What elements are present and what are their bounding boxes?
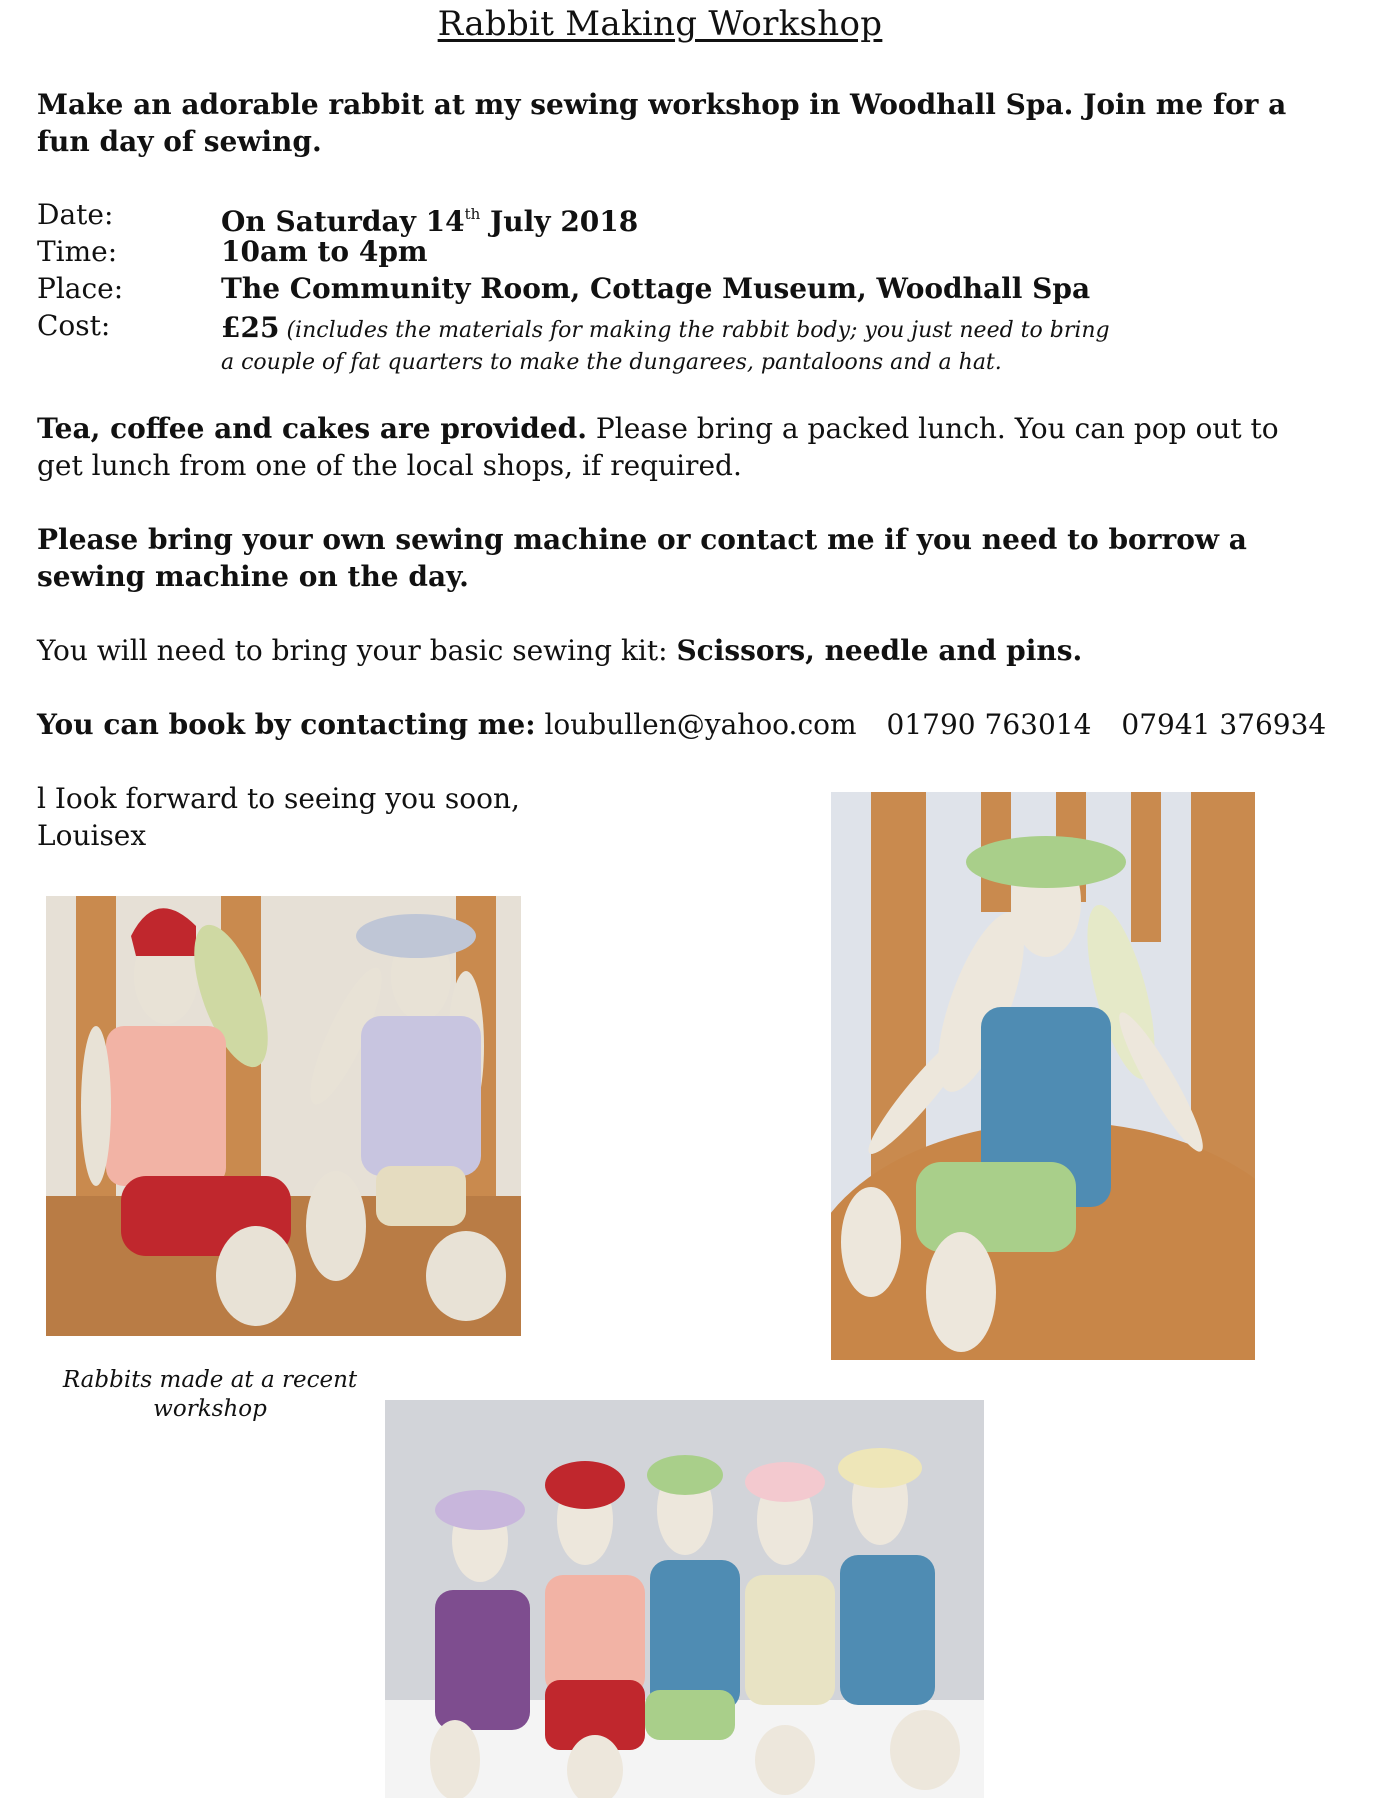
photo-two-rabbits-image <box>46 896 521 1336</box>
place-label: Place: <box>37 272 124 305</box>
time-label: Time: <box>37 235 118 268</box>
cost-value: £25 <box>221 311 280 344</box>
photo-single-rabbit-image <box>831 792 1255 1360</box>
date-month-year: July 2018 <box>480 205 639 238</box>
cost-block <box>221 312 1121 379</box>
time-value: 10am to 4pm <box>221 235 428 268</box>
booking-text <box>37 706 1367 743</box>
signoff-line-2: Louisex <box>37 819 147 852</box>
date-ordinal: th <box>464 205 481 223</box>
booking-phone-1[interactable]: 01790 763014 <box>886 708 1092 741</box>
cost-label: Cost: <box>37 309 111 342</box>
photo-five-rabbits-image <box>385 1400 984 1798</box>
photo-caption: Rabbits made at a recent workshop <box>62 1367 358 1422</box>
date-day: On Saturday 14 <box>221 205 465 238</box>
photo-single-rabbit <box>831 792 1255 1360</box>
booking-email[interactable]: loubullen@yahoo.com <box>544 708 857 741</box>
signoff-line-1: l Iook forward to seeing you soon, <box>37 782 520 815</box>
kit-prefix: You will need to bring your basic sewing kit: <box>37 634 677 667</box>
photo-two-rabbits <box>46 896 521 1336</box>
refreshments-bold: Tea, coffee and cakes are provided. <box>37 412 587 445</box>
kit-text <box>37 632 1297 669</box>
photo-five-rabbits <box>385 1400 984 1798</box>
refreshments-rest: Please bring a packed lunch. You can pop out to get lunch from one of the local shops, if required. <box>37 412 1279 482</box>
refreshments-text <box>37 410 1297 484</box>
booking-phone-2[interactable]: 07941 376934 <box>1121 708 1327 741</box>
kit-items: Scissors, needle and pins. <box>676 634 1083 667</box>
intro-text: Make an adorable rabbit at my sewing workshop in Woodhall Spa. Join me for a fun day of sewing. <box>37 88 1287 158</box>
page-title: Rabbit Making Workshop <box>437 4 883 44</box>
booking-label: You can book by contacting me: <box>37 708 536 741</box>
place-value: The Community Room, Cottage Museum, Woodhall Spa <box>221 272 1091 305</box>
cost-note: (includes the materials for making the rabbit body; you just need to bring a couple of fat quarters to make the dungarees, pantaloons and a hat. <box>221 318 1110 375</box>
machine-note: Please bring your own sewing machine or contact me if you need to borrow a sewing machine on the day. <box>37 523 1247 593</box>
date-label: Date: <box>37 198 114 231</box>
